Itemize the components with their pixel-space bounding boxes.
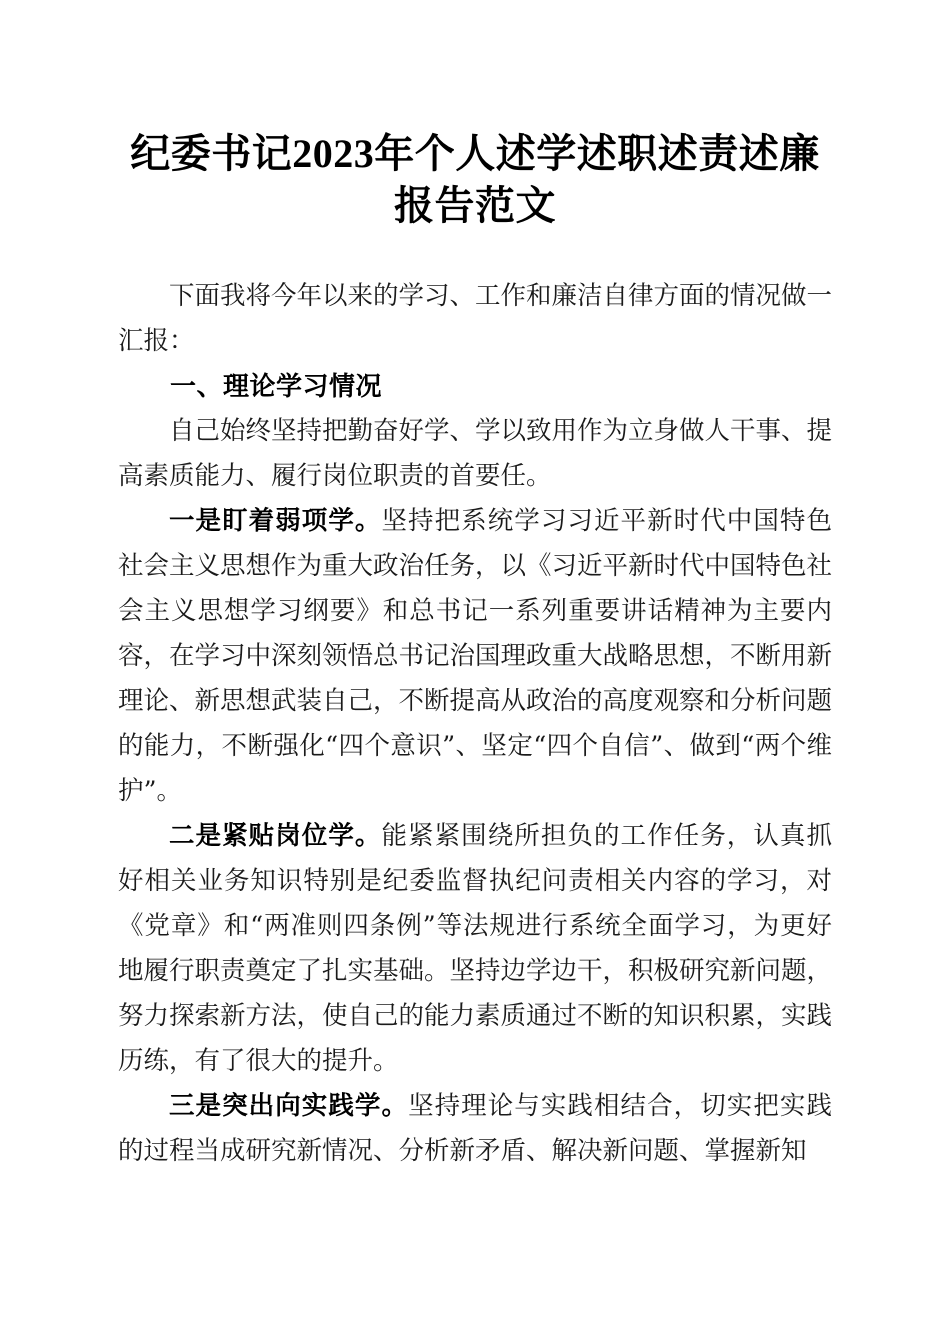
paragraph-point-two [118,814,832,1084]
document-content [118,0,832,1174]
intro-paragraph: 下面我将今年以来的学习、工作和廉洁自律方面的情况做一汇报： [118,281,833,356]
paragraph-point-three [118,1084,832,1174]
paragraph-point-three-lead: 三是突出向实践学。 [169,1091,409,1121]
section-heading-1: 一、理论学习情况 [170,371,383,401]
paragraph-point-two-body: 能紧紧围绕所担负的工作任务，认真抓好相关业务知识特别是纪委监督执纪问责相关内容的学习，对《党章》和“两准则四条例”等法规进行系统全面学习，为更好地履行职责奠定了扎实基础。坚持边学边干，积极研究新问题，努力探索新方法，使自己的能力素质通过不断的知识积累，实践历练，有了很大的提升。 [118,821,833,1076]
paragraph-point-three-body: 坚持理论与实践相结合，切实把实践的过程当成研究新情况、分析新矛盾、解决新问题、掌握新知 [118,1091,832,1166]
paragraph-point-two-lead: 二是紧贴岗位学。 [169,821,382,851]
paragraph-point-one-lead: 一是盯着弱项学。 [169,506,382,536]
paragraph-point-one [118,499,832,814]
paragraph-point-one-body: 坚持把系统学习习近平新时代中国特色社会主义思想作为重大政治任务，以《习近平新时代中国特色社会主义思想学习纲要》和总书记一系列重要讲话精神为主要内容，在学习中深刻领悟总书记治国理政重大战略思想，不断用新理论、新思想武装自己，不断提高从政治的高度观察和分析问题的能力，不断强化“四个意识”、坚定“四个自信”、做到“两个维护”。 [118,506,833,806]
page-title: 纪委书记2023年个人述学述职述责述廉报告范文 [130,131,820,228]
paragraph-theory-intro: 自己始终坚持把勤奋好学、学以致用作为立身做人干事、提高素质能力、履行岗位职责的首要任。 [118,416,833,491]
